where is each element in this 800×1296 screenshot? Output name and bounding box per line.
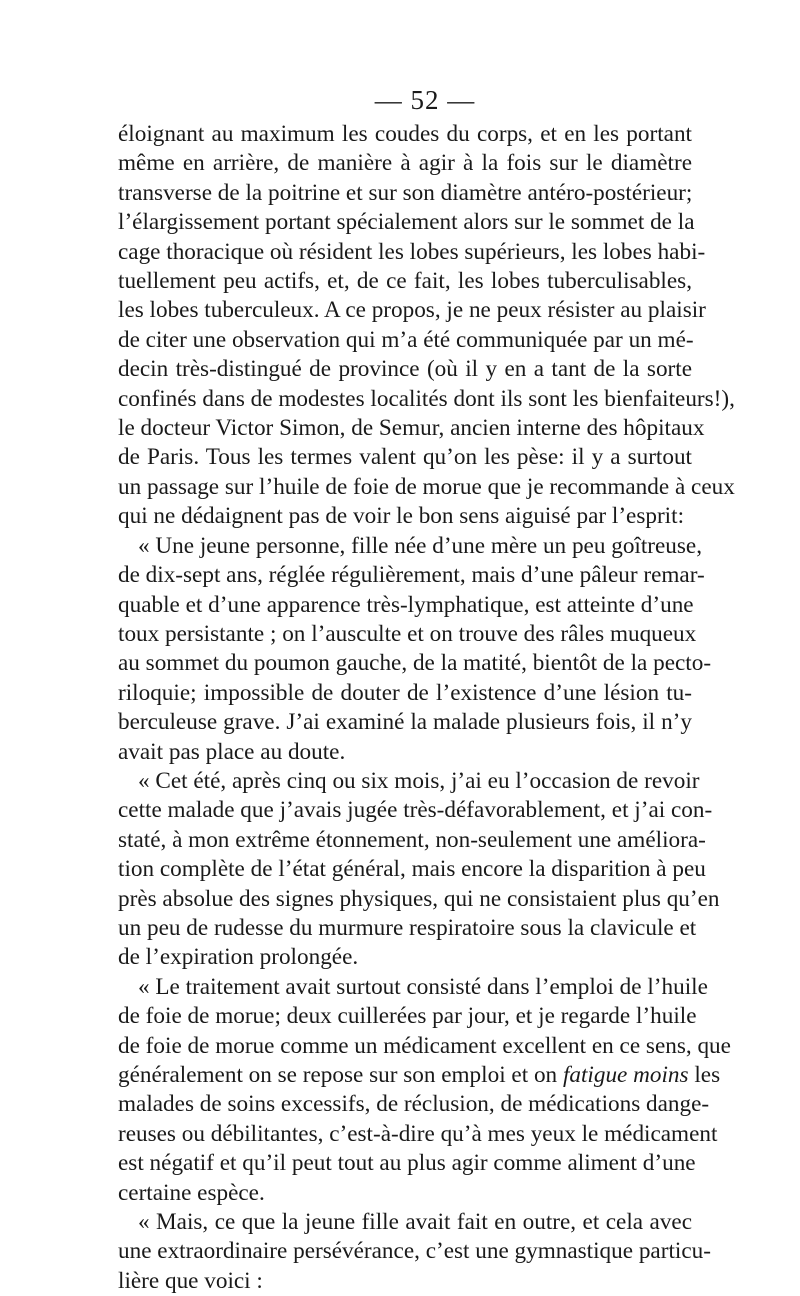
text-line: près absolue des signes physiques, qui ne consistaient plus qu’en <box>118 885 720 912</box>
text-line: « Le traitement avait surtout consisté dans l’emploi de l’huile <box>138 973 708 1000</box>
text-line: de foie de morue comme un médicament excellent en ce sens, que <box>118 1032 731 1059</box>
italic-text: fatigue moins <box>562 1062 689 1088</box>
text-line: avait pas place au doute. <box>118 738 346 765</box>
text-line: cette malade que j’avais jugée très-défavorablement, et j’ai con- <box>118 797 713 824</box>
text-line: au sommet du poumon gauche, de la matité, bientôt de la pecto- <box>118 650 712 677</box>
text-line: tion complète de l’état général, mais encore la disparition à peu <box>118 856 706 883</box>
text-line: « Cet été, après cinq ou six mois, j’ai eu l’occasion de revoir <box>138 767 700 794</box>
text-line <box>118 1061 721 1090</box>
text-line: même en arrière, de manière à agir à la fois sur le diamètre <box>118 150 692 177</box>
text-line: transverse de la poitrine et sur son diamètre antéro-postérieur; <box>118 179 693 206</box>
text-line: malades de soins excessifs, de réclusion, de médications dange- <box>118 1091 710 1118</box>
text-line: tuellement peu actifs, et, de ce fait, les lobes tuberculisables, <box>118 268 692 295</box>
text-line: le docteur Victor Simon, de Semur, ancien interne des hôpitaux <box>118 415 705 442</box>
text-line: les lobes tuberculeux. A ce propos, je ne peux résister au plaisir <box>118 297 706 324</box>
text-line: cage thoracique où résident les lobes supérieurs, les lobes habi- <box>118 238 706 265</box>
text-line: staté, à mon extrême étonnement, non-seulement une améliora- <box>118 826 706 853</box>
text-line: lière que voici : <box>118 1267 263 1294</box>
text-line: de citer une observation qui m’a été communiquée par un mé- <box>118 326 694 353</box>
text-line: quable et d’une apparence très-lymphatique, est atteinte d’une <box>118 591 694 618</box>
text-line: toux persistante ; on l’ausculte et on trouve des râles muqueux <box>118 620 697 647</box>
text-line: de dix-sept ans, réglée régulièrement, mais d’une pâleur remar- <box>118 562 705 589</box>
text-line: « Mais, ce que la jeune fille avait fait en outre, et cela avec <box>138 1209 692 1236</box>
text-segment: les <box>688 1062 721 1088</box>
text-line: certaine espèce. <box>118 1179 265 1206</box>
body-text <box>118 120 735 1296</box>
text-segment: généralement on se repose sur son emploi et on <box>118 1062 563 1088</box>
page-number: — 52 — <box>374 85 476 115</box>
text-line: de l’expiration prolongée. <box>118 944 359 971</box>
text-line: berculeuse grave. J’ai examiné la malade plusieurs fois, il n’y <box>118 709 692 736</box>
text-line: confinés dans de modestes localités dont ils sont les bienfaiteurs!), <box>118 385 735 412</box>
text-line: un peu de rudesse du murmure respiratoire sous la clavicule et <box>118 914 697 941</box>
text-line: un passage sur l’huile de foie de morue que je recommande à ceux <box>118 473 735 500</box>
text-line: « Une jeune personne, fille née d’une mère un peu goîtreuse, <box>138 532 703 559</box>
text-line: éloignant au maximum les coudes du corps, et en les portant <box>118 121 692 147</box>
text-line: de Paris. Tous les termes valent qu’on les pèse: il y a surtout <box>118 444 692 471</box>
text-line: de foie de morue; deux cuillerées par jour, et je regarde l’huile <box>118 1003 697 1030</box>
text-line: reuses ou débilitantes, c’est-à-dire qu’à mes yeux le médicament <box>118 1120 718 1147</box>
text-line: decin très-distingué de province (où il y en a tant de la sorte <box>118 356 692 383</box>
text-line: l’élargissement portant spécialement alors sur le sommet de la <box>118 209 695 236</box>
text-line: une extraordinaire persévérance, c’est une gymnastique particu- <box>118 1238 711 1265</box>
text-line: est négatif et qu’il peut tout au plus agir comme aliment d’une <box>118 1150 696 1177</box>
text-line: qui ne dédaignent pas de voir le bon sens aiguisé par l’esprit: <box>118 503 685 530</box>
text-line: riloquie; impossible de douter de l’existence d’une lésion tu- <box>118 679 692 706</box>
document-page <box>118 80 735 1296</box>
